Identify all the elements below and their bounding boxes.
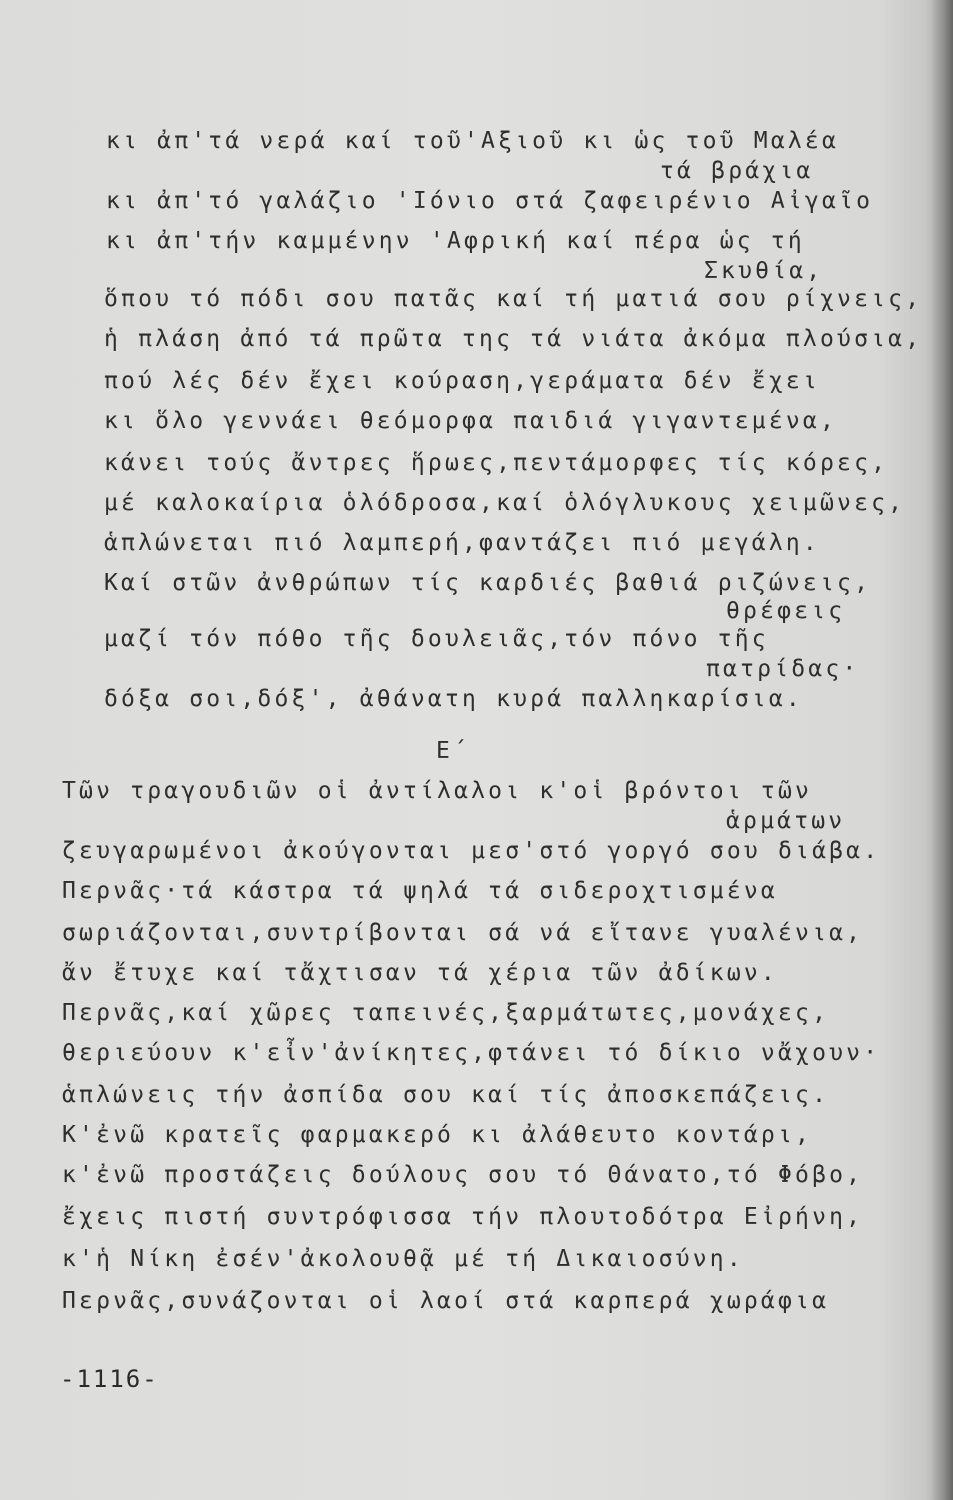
poem-line-4: κι ἀπ'τήν καμμένην 'Αφρική καί πέρα ὡς τή <box>106 228 805 254</box>
poem-line-18: Τῶν τραγουδιῶν οἱ ἀντίλαλοι κ'οἱ βρόντοι τῶν <box>62 778 813 804</box>
section-heading: Ε΄ <box>436 738 471 764</box>
poem-line-21: Περνᾶς·τά κάστρα τά ψηλά τά σιδεροχτισμένα <box>62 878 778 904</box>
poem-line-25: θεριεύουν κ'εἶν'ἀνίκητες,φτάνει τό δίκιο νἄχουν· <box>62 1040 881 1066</box>
book-spine-shadow <box>931 0 953 1500</box>
poem-line-31: Περνᾶς,συνάζονται οἱ λαοί στά καρπερά χωράφια <box>62 1288 830 1314</box>
poem-line-5: Σκυθία, <box>704 258 824 284</box>
poem-line-7: ἡ πλάση ἀπό τά πρῶτα της τά νιάτα ἀκόμα πλούσια, <box>104 326 923 352</box>
poem-line-22: σωριάζονται,συντρίβονται σά νά εἴτανε γυαλένια, <box>62 920 864 946</box>
poem-line-13: Καί στῶν ἀνθρώπων τίς καρδιές βαθιά ριζώνεις, <box>104 570 872 596</box>
poem-line-24: Περνᾶς,καί χῶρες ταπεινές,ξαρμάτωτες,μονάχες, <box>62 1000 830 1026</box>
poem-line-9: κι ὅλο γεννάει θεόμορφα παιδιά γιγαντεμένα, <box>104 408 838 434</box>
poem-line-14: θρέφεις <box>726 598 846 624</box>
poem-line-6: ὅπου τό πόδι σου πατᾶς καί τή ματιά σου ρίχνεις, <box>104 286 923 312</box>
poem-line-20: ζευγαρωμένοι ἀκούγονται μεσ'στό γοργό σου διάβα. <box>62 838 881 864</box>
poem-line-16: πατρίδας· <box>706 656 860 682</box>
poem-line-2: τά βράχια <box>660 158 814 184</box>
poem-line-8: πού λές δέν ἔχει κούραση,γεράματα δέν ἔχει <box>104 368 820 394</box>
page-number: -1116- <box>60 1365 159 1393</box>
poem-line-26: ἁπλώνεις τήν ἀσπίδα σου καί τίς ἀποσκεπάζεις. <box>62 1082 830 1108</box>
poem-line-12: ἁπλώνεται πιό λαμπερή,φαντάζει πιό μεγάλη. <box>104 530 820 556</box>
poem-line-10: κάνει τούς ἄντρες ἥρωες,πεντάμορφες τίς κόρες, <box>104 450 889 476</box>
poem-line-23: ἄν ἔτυχε καί τἄχτισαν τά χέρια τῶν ἀδίκων. <box>62 960 778 986</box>
poem-line-15: μαζί τόν πόθο τῆς δουλειᾶς,τόν πόνο τῆς <box>104 626 769 652</box>
poem-line-29: ἔχεις πιστή συντρόφισσα τήν πλουτοδότρα Εἰρήνη, <box>62 1204 864 1230</box>
poem-line-19: ἁρμάτων <box>726 808 846 834</box>
poem-line-3: κι ἀπ'τό γαλάζιο 'Ιόνιο στά ζαφειρένιο Αἰγαῖο <box>106 188 874 214</box>
poem-line-27: Κ'ἐνῶ κρατεῖς φαρμακερό κι ἀλάθευτο κοντάρι, <box>62 1122 813 1148</box>
poem-line-17: δόξα σοι,δόξ', ἀθάνατη κυρά παλληκαρίσια. <box>104 686 803 712</box>
poem-line-30: κ'ἡ Νίκη ἐσέν'ἀκολουθᾷ μέ τή Δικαιοσύνη. <box>62 1246 744 1272</box>
poem-line-11: μέ καλοκαίρια ὁλόδροσα,καί ὁλόγλυκους χειμῶνες, <box>104 490 906 516</box>
poem-line-28: κ'ἐνῶ προστάζεις δούλους σου τό Θάνατο,τό Φόβο, <box>62 1162 864 1188</box>
poem-line-1: κι ἀπ'τά νερά καί τοῦ'Αξιοῦ κι ὡς τοῦ Μαλέα <box>106 128 840 154</box>
